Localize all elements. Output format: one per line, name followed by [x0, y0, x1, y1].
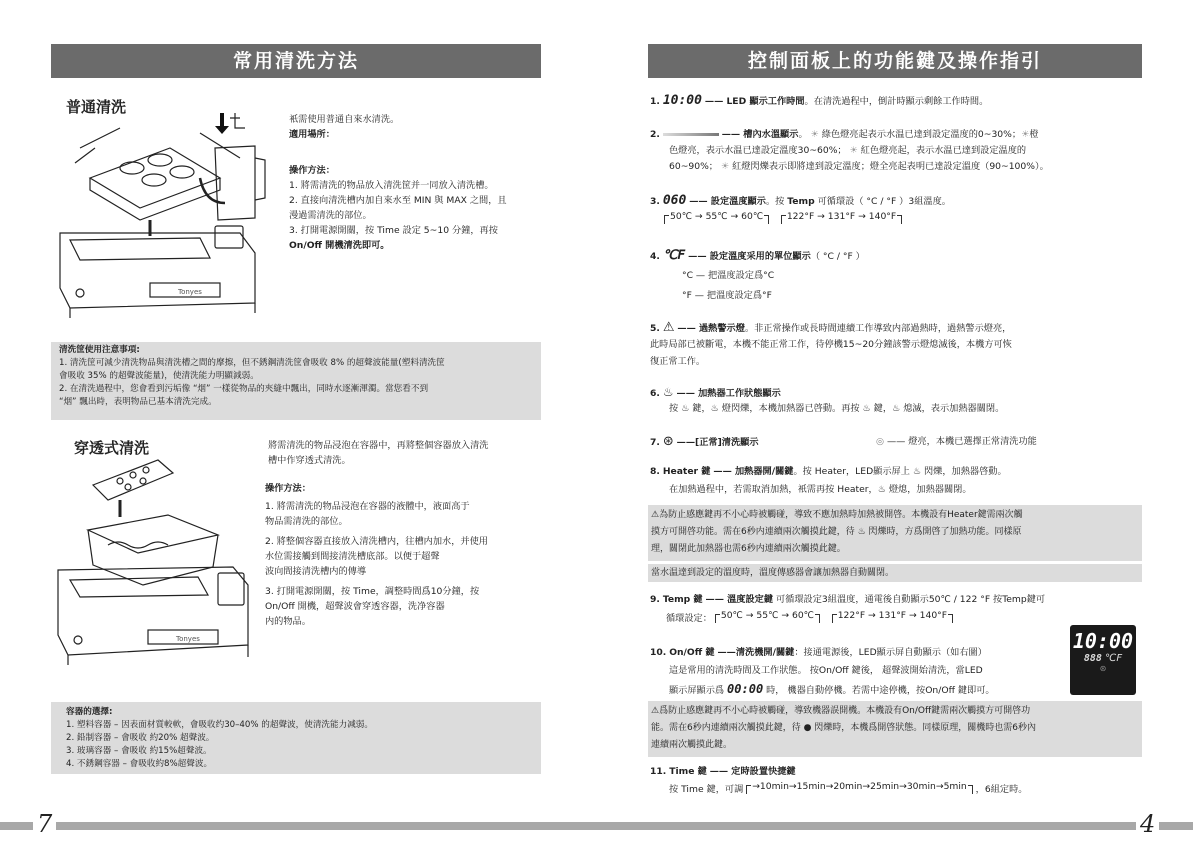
- warn-line: 摸方可開啓功能。需在6秒内連續兩次觸摸此鍵，待 ♨ 閃爍時，方爲開啓了加熱功能。同樣原: [651, 527, 1022, 537]
- item-water-temp: 2. —— 槽內水溫顯示。 ☀ 綠色燈亮起表示水温已達到設定溫度的0~30%；☀橙: [650, 129, 1039, 140]
- item-onoff-key: 10. On/Off 鍵 ——清洗機開/關鍵：接通電源後，LED顯示屏自動顯示（如右圖）: [650, 647, 987, 658]
- fahrenheit-cycle: 122°F → 131°F → 140°F: [781, 215, 902, 224]
- page-number-left: 7: [33, 810, 56, 838]
- right-banner: 控制面板上的功能鍵及操作指引: [648, 44, 1142, 78]
- method-step: 1. 將需清洗的物品浸泡在容器的液體中，液面高于: [265, 501, 470, 512]
- led-display-panel: [1070, 625, 1136, 695]
- item-overheat-l3: 復正常工作。: [650, 356, 706, 367]
- method-step: 物品需清洗的部位。: [265, 516, 348, 527]
- item-normal-clean-right: ◎ —— 燈亮，本機已選擇正常清洗功能: [876, 436, 1037, 447]
- warning-triangle-icon: ⚠: [651, 706, 660, 716]
- intro-line: 槽中作穿透式清洗。: [268, 455, 351, 466]
- item-heater-key: 8. Heater 鍵 —— 加熱器開/關鍵。按 Heater，LED顯示屏上 ♨ 閃爍，加熱器啓動。: [650, 466, 1007, 477]
- temp-cycle-seq: [664, 212, 902, 228]
- panel-time: 10:00: [1072, 629, 1134, 653]
- item-time-key: 11. Time 鍵 —— 定時設置快捷鍵: [650, 766, 796, 777]
- set-temp-icon: 060: [662, 193, 687, 208]
- item-heater-key-l2: 在加熱過程中，若需取消加熱，衹需再按 Heater，♨ 燈熄，加熱器關閉。: [669, 484, 972, 495]
- item-water-temp-l3: 60~90%； ☀ 紅燈閃爍表示即將達到設定溫度；燈全亮起表明已達設定溫度（90~100%）。: [669, 161, 1049, 172]
- svg-text:Tonyes: Tonyes: [176, 635, 200, 643]
- unit-c-line: °C — 把溫度設定爲°C: [682, 270, 775, 281]
- warn-line: 理，關閉此加熱器也需6秒内連續兩次觸摸此鍵。: [651, 544, 846, 554]
- item-normal-clean: 7. ⊛ ——[正常]清洗顯示: [650, 434, 759, 449]
- method-step: 波向間接清洗槽内的傳導: [265, 566, 367, 577]
- item-water-temp-l2: 色燈亮，表示水温已達設定溫度30~60%； ☀ 紅色燈亮起，表示水温已達到設定温度的: [669, 145, 1027, 156]
- zero-time-icon: 00:00: [727, 682, 764, 696]
- penetrate-intro: [268, 438, 489, 468]
- onoff-warning-box: [648, 701, 1142, 757]
- method-title: 操作方法：: [289, 165, 335, 176]
- method-step: 3. 打開電源開關，按 Time，調整時間爲10分鐘，按: [265, 586, 480, 597]
- item-temp-key: 9. Temp 鍵 —— 溫度設定鍵 可循環設定3組溫度，通電後自動顯示50℃ / 122 °F 按Temp鍵可: [650, 594, 1046, 605]
- basket-note-line: 2. 在清洗過程中，您會看到污垢像 “烟” 一樣從物品的夾縫中飄出，同時水逐漸渾濁。當您看不到: [59, 384, 429, 394]
- left-banner: 常用清洗方法: [51, 44, 541, 78]
- page-number-right: 4: [1136, 810, 1159, 838]
- method-step: 2. 將整個容器直接放入清洗槽内，往槽内加水，并使用: [265, 536, 488, 547]
- method-title: 操作方法：: [265, 483, 311, 494]
- item-onoff-l2: 這是常用的清洗時間及工作狀態。 按On/Off 鍵後， 超聲波開始清洗，當LED: [669, 665, 983, 676]
- svg-text:Tonyes: Tonyes: [178, 288, 202, 296]
- method-step: 漫過需清洗的部位。: [289, 210, 372, 221]
- cleaner-basket-illustration: [50, 108, 280, 328]
- warn-line: ⚠為防止感應鍵再不小心時被觸碰，導致不應加熱時加熱被開啓。本機設有Heater鍵需兩次觸: [651, 510, 1023, 520]
- container-note-line: 3. 玻璃容器 – 會吸收 約15%超聲波。: [66, 746, 212, 756]
- basket-note-line: 1. 清洗筐可減少清洗物品與清洗槽之間的摩擦，但不銹鋼清洗筐會吸收 8% 的超聲波能量(塑料清洗筐: [59, 358, 445, 368]
- led-time-icon: 10:00: [662, 93, 702, 108]
- light-icon: ☀: [718, 161, 733, 172]
- panel-clean-icon: ⊛: [1099, 664, 1107, 673]
- normal-clean-icon: ⊛: [662, 434, 674, 449]
- method-step: 水位需接觸到間接清洗槽底部。以便于超聲: [265, 551, 440, 562]
- light-icon: ☀: [1021, 129, 1030, 140]
- method-step: 1. 將需清洗的物品放入清洗筐并一同放入清洗槽。: [289, 180, 494, 191]
- basket-note-box: [51, 342, 541, 420]
- container-note-title: 容器的選擇:: [66, 707, 113, 717]
- unit-f-line: °F — 把溫度設定爲°F: [682, 290, 772, 301]
- warn-line: ⚠爲防止感應鍵再不小心時被觸碰，導致機器誤開機。本機設有On/Off鍵需兩次觸摸方可開啓功: [651, 706, 1031, 716]
- intro-line: 將需清洗的物品浸泡在容器中，再將整個容器放入清洗: [268, 440, 489, 451]
- warn-line: 能。需在6秒内連續兩次觸摸此鍵，待 ● 閃爍時，本機爲開啓狀態。同樣原理，關機時也需6秒內: [651, 723, 1037, 733]
- cleaner-container-illustration: [48, 455, 263, 690]
- warning-triangle-icon: ⚠: [662, 320, 675, 335]
- method-step: 3. 打開電源開關，按 Time 設定 5~10 分鐘，再按: [289, 225, 498, 236]
- normal-clean-method: [289, 163, 507, 253]
- celsius-cycle: 50℃ → 55℃ → 60℃: [664, 215, 769, 224]
- item-heater-status-l2: 按 ♨ 鍵，♨ 燈閃爍，本機加熱器已啓動。再按 ♨ 鍵，♨ 熄滅，表示加熱器關閉。: [669, 403, 1005, 414]
- basket-note-line: 會吸收 35% 的超聲波能量)，使清洗能力明顯減弱。: [59, 371, 259, 381]
- container-note-line: 2. 鉛制容器 – 會吸收 約20% 超聲波。: [66, 733, 215, 743]
- penetrate-method: [265, 481, 488, 629]
- basket-note-line: “烟” 飄出時，表明物品已基本清洗完成。: [59, 397, 217, 407]
- heater-warning-box: [648, 505, 1142, 561]
- warn-line: 連續兩次觸摸此鍵。: [651, 740, 733, 750]
- method-step: 内的物品。: [265, 616, 311, 627]
- unit-icon: ℃F: [662, 248, 686, 263]
- normal-clean-intro: [289, 112, 399, 142]
- method-step: On/Off 開機清洗即可。: [289, 240, 390, 251]
- item-set-temp: 3. 060 —— 設定溫度顯示。按 Temp 可循環設（ °C / °F ）3組溫度。: [650, 193, 951, 208]
- container-note-line: 4. 不銹鋼容器 – 會吸收約8%超聲波。: [66, 759, 213, 769]
- item-overheat: 5. ⚠ —— 過熱警示燈。非正常操作或長時間連續工作導致内部過熱時，過熱警示燈亮，: [650, 320, 1012, 335]
- penetrate-clean-title: 穿透式清洗: [74, 439, 150, 457]
- light-icon: ☀: [810, 129, 819, 140]
- method-step: On/Off 開機，超聲波會穿透容器，洗净容器: [265, 601, 445, 612]
- item-overheat-l2: 此時局部已被斷電，本機不能正常工作，待停機15~20分鐘該警示燈熄滅後，本機方可恢: [650, 339, 1012, 350]
- warning-triangle-icon: ⚠: [651, 510, 660, 520]
- item-heater-status: 6. ♨ —— 加熱器工作狀態顯示: [650, 385, 781, 399]
- item-temp-key-l2: 循環設定： 50℃ → 55℃ → 60℃ 122°F → 131°F → 140°F: [666, 611, 953, 627]
- basket-note-title: 清洗筐使用注意事項:: [59, 345, 140, 355]
- footer-bar: [0, 822, 1193, 830]
- auto-off-note: 當水温達到設定的溫度時，溫度傳感器會讓加熱器自動關閉。: [648, 564, 1142, 582]
- intro-line: 衹需使用普通自來水清洗。: [289, 114, 400, 125]
- intro-line: 適用場所：: [289, 129, 335, 140]
- container-note-box: [51, 702, 541, 774]
- item-time-key-l2: 按 Time 鍵，可調 →10min→15min→20min→25min→30min→5min ，6組定時。: [669, 781, 1028, 795]
- item-led-time: 1. 10:00 —— LED 顯示工作時間。在清洗過程中，倒計時顯示剩餘工作時間。: [650, 93, 989, 108]
- normal-clean-light-icon: ◎: [876, 436, 885, 447]
- heater-icon: ♨: [662, 385, 674, 399]
- method-step: 2. 直接向清洗槽内加自來水至 MIN 與 MAX 之間，且: [289, 195, 507, 206]
- panel-unit: ℃F: [1105, 653, 1123, 664]
- normal-clean-title: 普通清洗: [66, 98, 127, 116]
- container-note-line: 1. 塑料容器 – 因表面材質較軟，會吸收约30–40% 的超聲波，使清洗能力减弱。: [66, 720, 373, 730]
- time-cycle: →10min→15min→20min→25min→30min→5min: [746, 785, 973, 794]
- temp-bar-icon: [663, 133, 719, 136]
- panel-temp: 888: [1083, 653, 1102, 664]
- light-icon: ☀: [846, 145, 861, 156]
- item-onoff-l3: 顯示屏顯示爲 00:00 時， 機器自動停機。若需中途停機，按On/Off 鍵即可。: [669, 682, 995, 696]
- item-unit: 4. ℃F —— 設定溫度采用的單位顯示（ °C / °F ）: [650, 248, 865, 263]
